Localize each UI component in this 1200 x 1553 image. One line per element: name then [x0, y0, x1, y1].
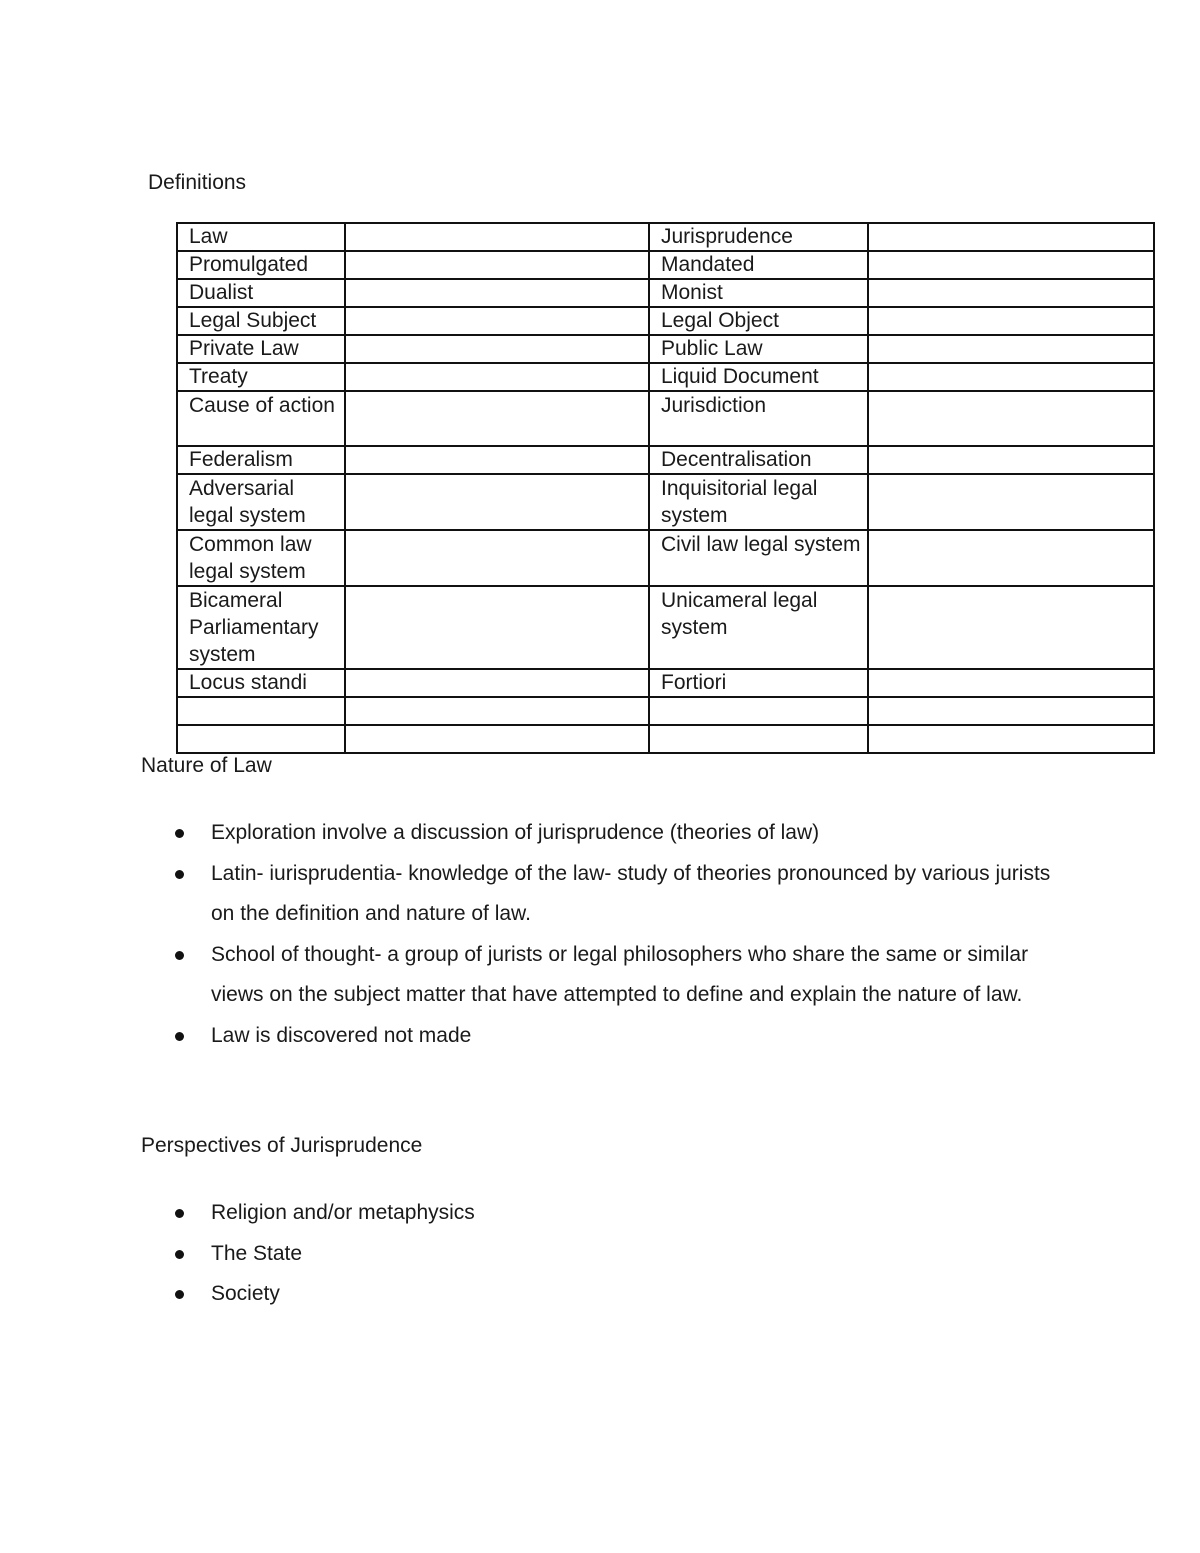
- term-cell: Law: [177, 223, 345, 251]
- list-item-text: Law is discovered not made: [211, 1023, 472, 1047]
- term-cell: Common law legal system: [177, 530, 345, 586]
- definition-cell: [868, 279, 1154, 307]
- term-cell: Decentralisation: [649, 446, 868, 474]
- definition-cell: [345, 446, 649, 474]
- table-row: [177, 307, 1154, 335]
- definition-cell: [868, 335, 1154, 363]
- table-row: [177, 279, 1154, 307]
- bullet-icon: [175, 1032, 184, 1041]
- term-cell: Jurisprudence: [649, 223, 868, 251]
- definition-cell: [868, 363, 1154, 391]
- term-cell: Cause of action: [177, 391, 345, 446]
- list-item: [170, 1234, 1070, 1275]
- term-cell: Inquisitorial legal system: [649, 474, 868, 530]
- term-cell: Fortiori: [649, 669, 868, 697]
- term-cell: Locus standi: [177, 669, 345, 697]
- table-row: [177, 530, 1154, 586]
- bullet-icon: [175, 870, 184, 879]
- definition-cell: [345, 725, 649, 753]
- term-cell: [177, 725, 345, 753]
- perspectives-list: [170, 1193, 1070, 1315]
- list-item-text: Exploration involve a discussion of jurisprudence (theories of law): [211, 821, 820, 844]
- table-row: [177, 223, 1154, 251]
- definition-cell: [345, 279, 649, 307]
- definition-cell: [868, 251, 1154, 279]
- definition-cell: [345, 251, 649, 279]
- term-cell: Bicameral Parliamentary system: [177, 586, 345, 669]
- list-item-text: Religion and/or metaphysics: [211, 1201, 475, 1224]
- term-cell: Public Law: [649, 335, 868, 363]
- definitions-table: [176, 222, 1155, 754]
- definition-cell: [345, 223, 649, 251]
- term-cell: [649, 697, 868, 725]
- term-cell: Legal Subject: [177, 307, 345, 335]
- table-row: [177, 335, 1154, 363]
- term-cell: Treaty: [177, 363, 345, 391]
- table-row: [177, 669, 1154, 697]
- table-row: [177, 391, 1154, 446]
- bullet-icon: [175, 951, 184, 960]
- nature-of-law-heading: Nature of Law: [141, 754, 272, 777]
- term-cell: Civil law legal system: [649, 530, 868, 586]
- term-cell: [649, 725, 868, 753]
- table-row: [177, 474, 1154, 530]
- term-cell: Mandated: [649, 251, 868, 279]
- table-row: [177, 725, 1154, 753]
- list-item-text: Society: [211, 1282, 280, 1305]
- definition-cell: [868, 474, 1154, 530]
- table-row: [177, 586, 1154, 669]
- definition-cell: [345, 391, 649, 446]
- definition-cell: [868, 391, 1154, 446]
- definition-cell: [868, 669, 1154, 697]
- term-cell: Unicameral legal system: [649, 586, 868, 669]
- definition-cell: [868, 446, 1154, 474]
- table-row: [177, 446, 1154, 474]
- term-cell: Adversarial legal system: [177, 474, 345, 530]
- definition-cell: [868, 725, 1154, 753]
- definition-cell: [868, 307, 1154, 335]
- term-cell: Jurisdiction: [649, 391, 868, 446]
- list-item-text: The State: [211, 1241, 303, 1265]
- term-cell: Federalism: [177, 446, 345, 474]
- term-cell: Promulgated: [177, 251, 345, 279]
- list-item: [170, 813, 1070, 854]
- definition-cell: [345, 669, 649, 697]
- list-item: [170, 854, 1070, 935]
- term-cell: Private Law: [177, 335, 345, 363]
- nature-of-law-list: [170, 813, 1070, 1056]
- definition-cell: [345, 307, 649, 335]
- definition-cell: [868, 697, 1154, 725]
- definition-cell: [345, 335, 649, 363]
- term-cell: Dualist: [177, 279, 345, 307]
- bullet-icon: [175, 1209, 184, 1218]
- table-row: [177, 697, 1154, 725]
- term-cell: Legal Object: [649, 307, 868, 335]
- list-item-text: School of thought- a group of jurists or legal philosophers who share the same or similar views on the subject matter that have attempted to define and explain the nature of law.: [211, 942, 1029, 1006]
- list-item: [170, 1016, 1070, 1057]
- definition-cell: [345, 363, 649, 391]
- definitions-heading: Definitions: [148, 171, 247, 194]
- bullet-icon: [175, 1290, 184, 1299]
- table-row: [177, 363, 1154, 391]
- definition-cell: [868, 530, 1154, 586]
- bullet-icon: [175, 1250, 184, 1259]
- list-item: [170, 1274, 1070, 1315]
- definition-cell: [345, 530, 649, 586]
- definition-cell: [345, 474, 649, 530]
- list-item-text: Latin- iurisprudentia- knowledge of the law- study of theories pronounced by various jurists on the definition and nature of law.: [211, 861, 1051, 925]
- table-row: [177, 251, 1154, 279]
- term-cell: Monist: [649, 279, 868, 307]
- list-item: [170, 935, 1070, 1016]
- definition-cell: [345, 697, 649, 725]
- definition-cell: [345, 586, 649, 669]
- term-cell: Liquid Document: [649, 363, 868, 391]
- list-item: [170, 1193, 1070, 1234]
- definition-cell: [868, 223, 1154, 251]
- bullet-icon: [175, 829, 184, 838]
- term-cell: [177, 697, 345, 725]
- definition-cell: [868, 586, 1154, 669]
- perspectives-heading: Perspectives of Jurisprudence: [141, 1134, 423, 1157]
